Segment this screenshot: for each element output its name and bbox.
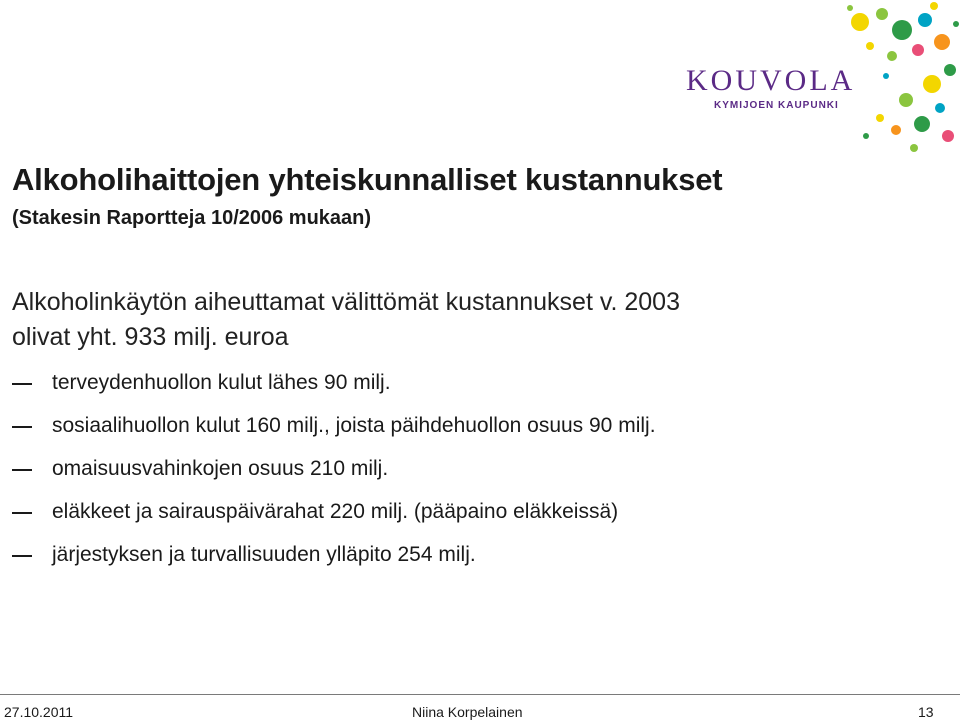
dash-icon <box>12 555 32 557</box>
bullet-text: sosiaalihuollon kulut 160 milj., joista päihdehuollon osuus 90 milj. <box>52 414 656 437</box>
dash-icon <box>12 383 32 385</box>
bullet-item <box>12 414 656 457</box>
footer-author: Niina Korpelainen <box>412 704 523 720</box>
bullet-text: eläkkeet ja sairauspäivärahat 220 milj. (pääpaino eläkkeissä) <box>52 500 619 523</box>
slide-title: Alkoholihaittojen yhteiskunnalliset kustannukset <box>12 162 723 197</box>
page-number: 13 <box>918 704 934 720</box>
bullet-item <box>12 500 656 543</box>
cost-bullet-list <box>12 371 656 586</box>
bullet-item <box>12 371 656 414</box>
bullet-item <box>12 543 656 586</box>
bullet-item <box>12 457 656 500</box>
footer-divider <box>0 694 960 695</box>
bullet-text: järjestyksen ja turvallisuuden ylläpito 254 milj. <box>52 543 476 566</box>
footer-date: 27.10.2011 <box>4 704 74 720</box>
slide-subtitle: (Stakesin Raportteja 10/2006 mukaan) <box>12 207 372 229</box>
logo-name: KOUVOLA <box>686 64 856 97</box>
dash-icon <box>12 512 32 514</box>
dash-icon <box>12 426 32 428</box>
intro-line-2: olivat yht. 933 milj. euroa <box>12 323 289 351</box>
logo-tagline: KYMIJOEN KAUPUNKI <box>714 100 839 111</box>
intro-paragraph <box>12 285 912 355</box>
bullet-text: terveydenhuollon kulut lähes 90 milj. <box>52 371 391 394</box>
logo-splash-dots <box>847 2 959 152</box>
kouvola-logo <box>670 0 960 160</box>
intro-line-1: Alkoholinkäytön aiheuttamat välittömät kustannukset v. 2003 <box>12 288 680 316</box>
kouvola-logo-graphic <box>670 0 960 160</box>
bullet-text: omaisuusvahinkojen osuus 210 milj. <box>52 457 389 480</box>
dash-icon <box>12 469 32 471</box>
